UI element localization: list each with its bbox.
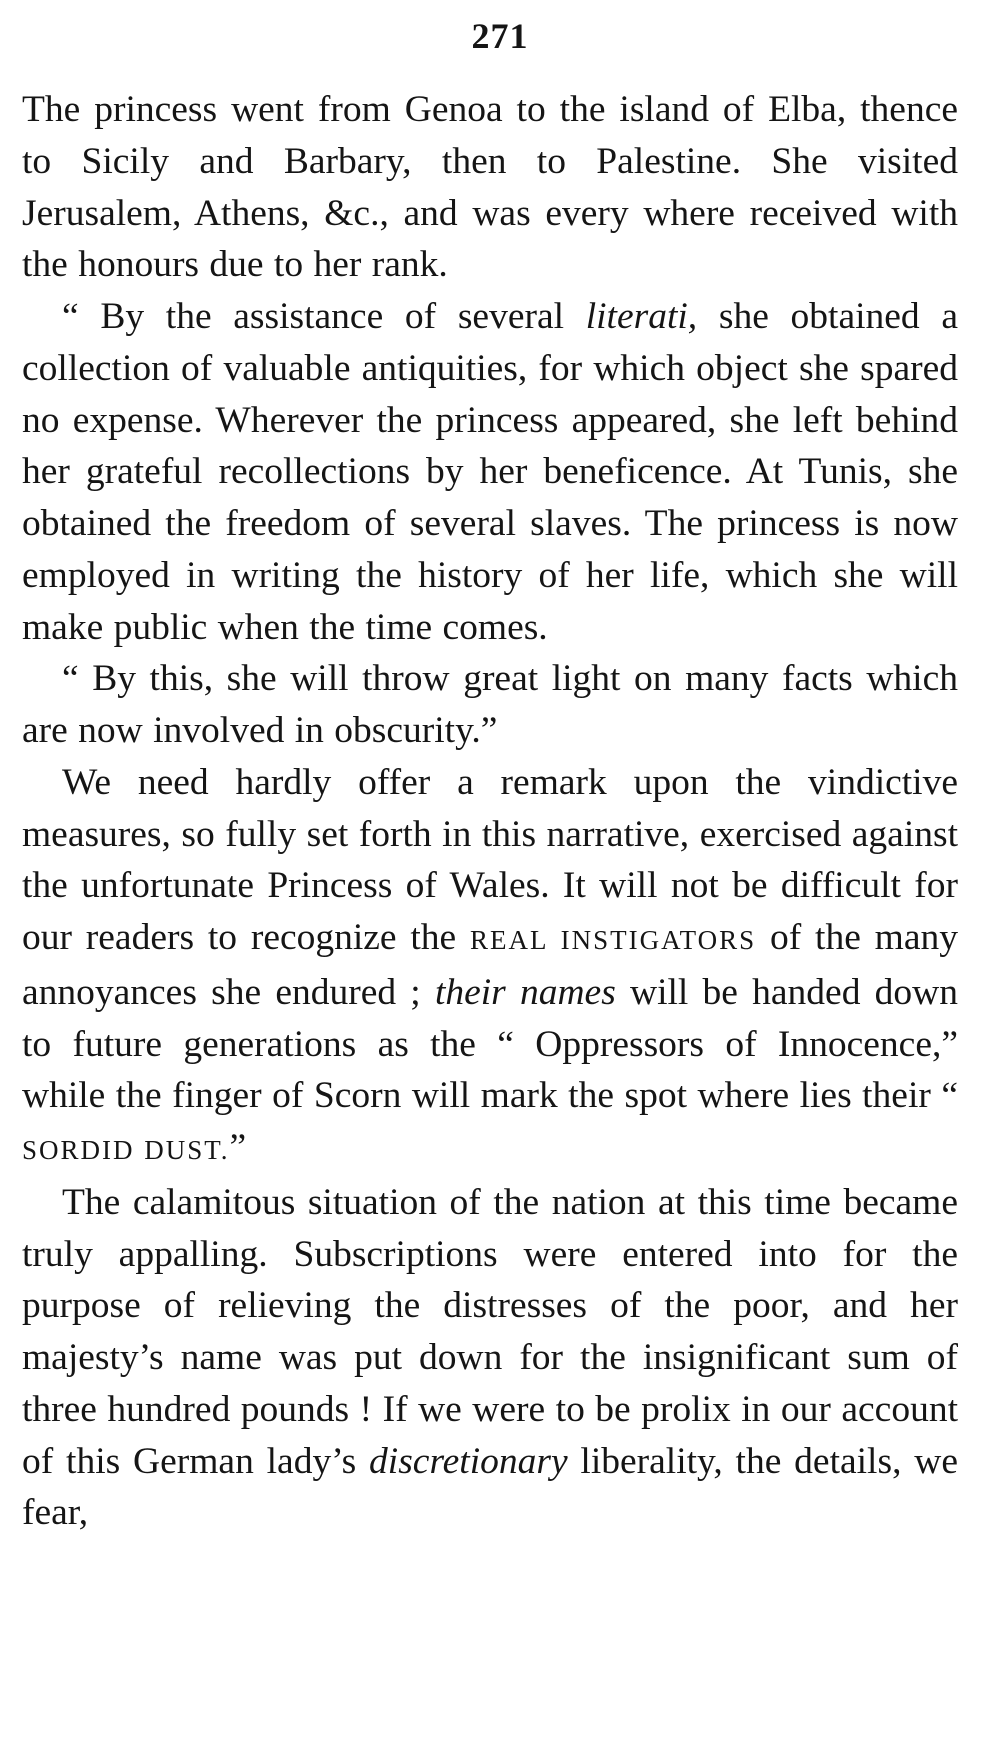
paragraph-vindictive-part4: ” [229,1127,247,1168]
paragraph-vindictive-part3: will be handed down to future generations as the “ Oppressors of Innocence,” while the finger of Scorn will mark the spot where lies their “ [22,971,958,1117]
paragraph-vindictive-part1: We need hardly offer a remark upon the vindictive measures, so fully set forth in this narrative, exercised against the unfortunate Princess of Wales. It will not be difficult for our readers to recognize the [22,761,958,958]
paragraph-vindictive [22,757,958,1177]
paragraph-literati-part1: “ By the assistance of several [62,296,586,337]
paragraph-calamitous-part1: The calamitous situation of the nation at this time became truly appalling. Subscriptions were entered into for the purpose of relieving the distresses of the poor, and her majesty’s name was put down for the insignificant sum of three hundred pounds ! If we were to be prolix in our account of this German lady’s [22,1181,958,1482]
real-instigators-smallcaps: REAL INSTIGATORS [470,925,757,955]
discretionary-italic: discretionary [369,1440,568,1482]
paragraph-travels: The princess went from Genoa to the island of Elba, thence to Sicily and Barbary, then to Palestine. She visited Jerusalem, Athens, &c., and was every where received with the honours due to her rank. [22,89,958,286]
their-names-italic: their names [434,971,616,1013]
body-text [22,84,958,1539]
page-number: 271 [471,16,529,56]
paragraph-calamitous [22,1177,958,1539]
paragraph-vindictive-part2: of the many annoyances she endured ; [22,917,958,1013]
paragraph-literati-part2: she obtained a collection of valuable antiquities, for which object she spared no expense. Wherever the princess appeared, she left behind her grateful recollections by her beneficence. At Tunis, she obtained the freedom of several slaves. The princess is now employed in writing the history of her life, which she will make public when the time comes. [22,296,958,648]
literati-italic: literati, [585,296,698,337]
paragraph-obscurity: “ By this, she will throw great light on many facts which are now involved in obscurity.” [22,658,958,751]
paragraph-calamitous-part2: liberality, the details, we fear, [22,1440,958,1534]
paragraph-literati [22,291,958,653]
sordid-dust-smallcaps: SORDID DUST. [22,1135,230,1165]
